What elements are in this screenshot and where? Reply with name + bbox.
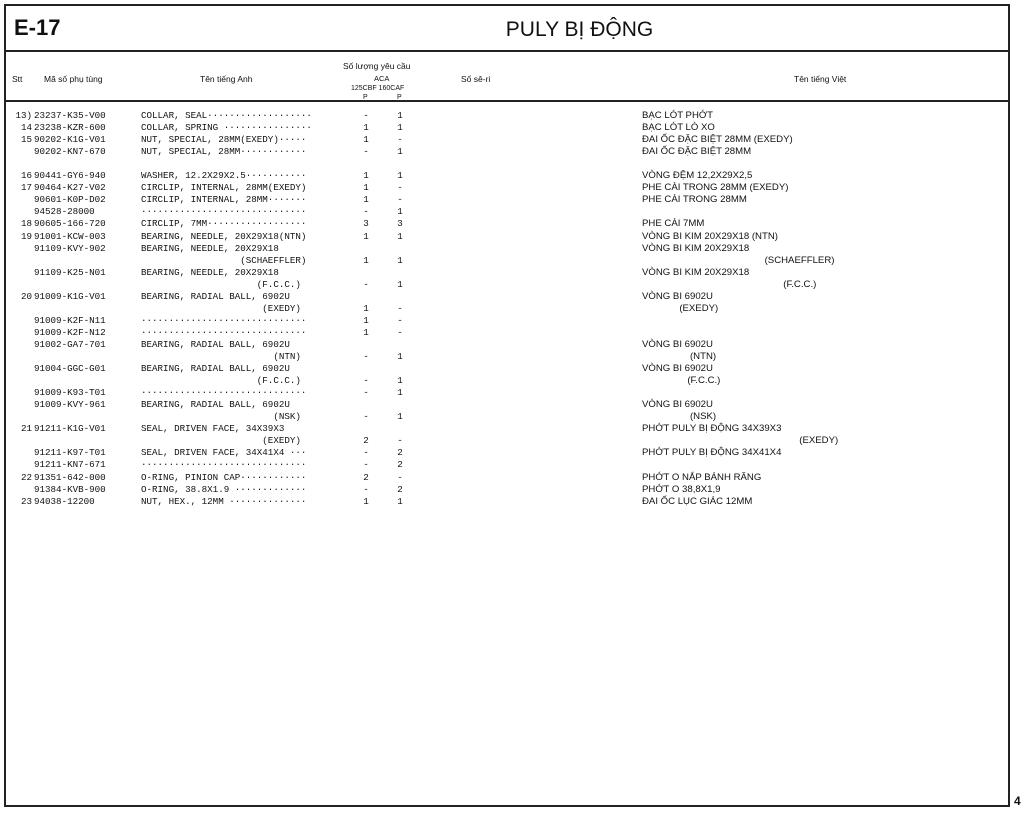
row-english-name: (NTN)	[141, 351, 301, 362]
row-qty-160caf: 1	[397, 170, 403, 182]
row-qty-160caf: 1	[397, 387, 403, 399]
row-qty-125cbf: 1	[363, 302, 369, 314]
table-row	[6, 327, 1008, 339]
col-stt: Stt	[12, 74, 23, 84]
row-qty-125cbf: -	[363, 206, 369, 218]
row-qty-160caf: 2	[397, 459, 403, 471]
row-english-name: SEAL, DRIVEN FACE, 34X39X3	[141, 423, 285, 435]
table-row	[6, 122, 1008, 134]
row-part-number: 91004-GGC-G01	[34, 363, 106, 375]
row-qty-160caf: 1	[397, 206, 403, 218]
table-row	[6, 435, 1008, 447]
row-english-name: ······························	[141, 206, 307, 218]
row-part-number: 91211-K1G-V01	[34, 423, 106, 435]
row-english-name: (SCHAEFFLER)	[141, 254, 307, 266]
row-qty-125cbf: -	[363, 411, 369, 423]
row-vietnamese-name: ĐAI ỐC ĐẶC BIỆT 28MM (EXEDY)	[642, 134, 793, 146]
row-english-name: WASHER, 12.2X29X2.5···········	[141, 170, 307, 182]
row-english-name: ······························	[141, 326, 307, 338]
table-row	[6, 399, 1008, 411]
row-qty-160caf: -	[397, 471, 403, 483]
row-vietnamese-name: PHỚT O 38,8X1,9	[642, 483, 721, 495]
row-vietnamese-name: (NTN)	[642, 351, 717, 362]
catalog-page-frame	[4, 4, 1010, 807]
row-english-name: ······························	[141, 387, 307, 399]
row-part-number: 94528-28000	[34, 206, 95, 218]
row-qty-125cbf: -	[363, 447, 369, 459]
row-english-name: CIRCLIP, INTERNAL, 28MM·······	[141, 194, 307, 206]
section-code: E-17	[14, 15, 61, 40]
table-row	[6, 279, 1008, 291]
row-qty-160caf: 1	[397, 122, 403, 134]
row-qty-160caf: 1	[397, 278, 403, 290]
row-vietnamese-name: PHE CÀI TRONG 28MM	[642, 194, 747, 206]
row-english-name: CIRCLIP, 7MM··················	[141, 218, 307, 230]
row-qty-160caf: 1	[397, 375, 403, 387]
row-english-name: BEARING, RADIAL BALL, 6902U	[141, 363, 290, 375]
row-part-number: 91384-KVB-900	[34, 483, 106, 495]
row-qty-125cbf: 1	[363, 170, 369, 182]
row-qty-125cbf: 1	[363, 314, 369, 326]
row-english-name: BEARING, RADIAL BALL, 6902U	[141, 399, 290, 411]
row-vietnamese-name: PHỚT O NẮP BÁNH RĂNG	[642, 471, 762, 483]
row-qty-125cbf: -	[363, 387, 369, 399]
row-stt: 13)	[15, 110, 32, 121]
table-row	[6, 146, 1008, 158]
row-qty-160caf: -	[397, 326, 403, 338]
table-row	[6, 158, 1008, 170]
row-english-name: BEARING, RADIAL BALL, 6902U	[141, 338, 290, 350]
page-title: PULY BỊ ĐỘNG	[505, 18, 654, 41]
row-stt: 14	[20, 122, 32, 134]
row-part-number: 91351-642-000	[34, 471, 106, 483]
table-row	[6, 134, 1008, 146]
row-vietnamese-name: ĐAI ỐC LỤC GIÁC 12MM	[642, 495, 753, 507]
row-part-number: 90202-KN7-670	[34, 146, 106, 158]
table-row	[6, 110, 1008, 122]
row-qty-125cbf: 1	[363, 326, 369, 338]
table-row	[6, 423, 1008, 435]
row-qty-160caf: 1	[397, 411, 403, 423]
table-row	[6, 303, 1008, 315]
row-english-name: (F.C.C.)	[141, 278, 301, 290]
row-stt: 19	[20, 230, 32, 242]
table-row	[6, 194, 1008, 206]
row-vietnamese-name: PHỚT PULY BỊ ĐỘNG 34X39X3	[642, 423, 782, 435]
table-row	[6, 255, 1008, 267]
table-row	[6, 243, 1008, 255]
row-english-name: COLLAR, SEAL···················	[141, 110, 312, 121]
row-part-number: 91211-K97-T01	[34, 447, 106, 459]
col-qty-p2: P	[397, 94, 402, 101]
row-part-number: 91009-K93-T01	[34, 387, 106, 399]
row-qty-125cbf: 2	[363, 471, 369, 483]
table-row	[6, 206, 1008, 218]
row-vietnamese-name: VÒNG BI KIM 20X29X18 (NTN)	[642, 230, 778, 242]
row-qty-160caf: 1	[397, 254, 403, 266]
row-stt: 21	[20, 423, 32, 435]
row-english-name: CIRCLIP, INTERNAL, 28MM(EXEDY)	[141, 182, 307, 194]
row-english-name: (NSK)	[141, 411, 301, 423]
row-vietnamese-name: (SCHAEFFLER)	[642, 254, 835, 266]
row-part-number: 91009-K2F-N11	[34, 314, 106, 326]
row-part-number: 91109-K25-N01	[34, 266, 106, 278]
row-qty-125cbf: 1	[363, 194, 369, 206]
row-part-number: 90601-K0P-D02	[34, 194, 106, 206]
row-part-number: 91211-KN7-671	[34, 459, 106, 471]
row-english-name: BEARING, NEEDLE, 20X29X18	[141, 266, 279, 278]
title-bar	[6, 6, 1008, 52]
row-vietnamese-name: PHỚT PULY BỊ ĐỘNG 34X41X4	[642, 447, 782, 459]
row-english-name: NUT, SPECIAL, 28MM············	[141, 146, 307, 158]
table-row	[6, 170, 1008, 182]
row-vietnamese-name: VÒNG BI 6902U	[642, 338, 713, 350]
table-row	[6, 411, 1008, 423]
table-row	[6, 459, 1008, 471]
row-vietnamese-name: VÒNG ĐỆM 12,2X29X2,5	[642, 170, 753, 182]
row-vietnamese-name: VÒNG BI KIM 20X29X18	[642, 242, 750, 254]
row-qty-125cbf: -	[363, 459, 369, 471]
row-english-name: ······························	[141, 314, 307, 326]
row-part-number: 91009-KVY-961	[34, 399, 106, 411]
row-vietnamese-name: VÒNG BI 6902U	[642, 363, 713, 375]
table-row	[6, 231, 1008, 243]
table-row	[6, 363, 1008, 375]
table-header	[6, 52, 1008, 102]
row-english-name: O-RING, 38.8X1.9 ·············	[141, 483, 307, 495]
row-stt: 15	[20, 134, 32, 146]
row-qty-160caf: 1	[397, 146, 403, 158]
row-qty-125cbf: 1	[363, 182, 369, 194]
row-vietnamese-name: VÒNG BI 6902U	[642, 399, 713, 411]
row-qty-125cbf: -	[363, 483, 369, 495]
row-vietnamese-name: (NSK)	[642, 411, 717, 423]
row-part-number: 23237-K35-V00	[34, 110, 106, 121]
row-qty-160caf: 1	[397, 351, 403, 362]
row-vietnamese-name: (EXEDY)	[642, 435, 839, 447]
row-english-name: O-RING, PINION CAP············	[141, 471, 307, 483]
table-row	[6, 182, 1008, 194]
row-english-name: BEARING, NEEDLE, 20X29X18	[141, 242, 279, 254]
row-qty-160caf: 1	[397, 230, 403, 242]
row-qty-125cbf: 1	[363, 122, 369, 134]
row-part-number: 91002-GA7-701	[34, 338, 106, 350]
row-part-number: 90441-GY6-940	[34, 170, 106, 182]
col-vietnamese: Tên tiếng Việt	[794, 74, 847, 84]
row-part-number: 91001-KCW-003	[34, 230, 106, 242]
row-stt: 18	[20, 218, 32, 230]
col-qty-p1: P	[363, 94, 368, 101]
row-part-number: 91109-KVY-902	[34, 242, 106, 254]
row-qty-125cbf: -	[363, 146, 369, 158]
row-vietnamese-name: ĐAI ỐC ĐẶC BIỆT 28MM	[642, 146, 752, 158]
row-part-number: 90464-K27-V02	[34, 182, 106, 194]
table-row	[6, 351, 1008, 363]
row-qty-125cbf: 3	[363, 218, 369, 230]
table-row	[6, 267, 1008, 279]
table-row	[6, 291, 1008, 303]
table-row	[6, 447, 1008, 459]
row-vietnamese-name: BẠC LÓT PHỚT	[642, 110, 713, 121]
table-row	[6, 218, 1008, 230]
row-qty-160caf: 2	[397, 447, 403, 459]
row-vietnamese-name: VÒNG BI 6902U	[642, 290, 713, 302]
row-qty-160caf: -	[397, 314, 403, 326]
row-english-name: (EXEDY)	[141, 435, 301, 447]
table-row	[6, 315, 1008, 327]
row-english-name: COLLAR, SPRING ················	[141, 122, 312, 134]
row-vietnamese-name: (F.C.C.)	[642, 375, 721, 387]
row-qty-125cbf: 1	[363, 134, 369, 146]
row-qty-125cbf: 1	[363, 230, 369, 242]
row-qty-160caf: -	[397, 194, 403, 206]
row-english-name: (F.C.C.)	[141, 375, 301, 387]
row-english-name: (EXEDY)	[141, 302, 301, 314]
row-qty-125cbf: -	[363, 351, 369, 362]
row-qty-160caf: -	[397, 182, 403, 194]
row-english-name: NUT, HEX., 12MM ··············	[141, 495, 307, 507]
row-stt: 20	[20, 290, 32, 302]
row-english-name: BEARING, NEEDLE, 20X29X18(NTN)	[141, 230, 307, 242]
table-row	[6, 339, 1008, 351]
table-row	[6, 375, 1008, 387]
row-part-number: 94038-12200	[34, 495, 95, 507]
col-serial: Số sê-ri	[461, 74, 491, 84]
row-stt: 22	[20, 471, 32, 483]
row-part-number: 90605-166-720	[34, 218, 106, 230]
col-qty-variants: 125CBF 160CAF	[351, 85, 405, 92]
col-part-no: Mã số phụ tùng	[44, 74, 103, 84]
page-number: 4	[1014, 794, 1021, 808]
row-qty-160caf: -	[397, 302, 403, 314]
row-qty-160caf: 3	[397, 218, 403, 230]
row-english-name: BEARING, RADIAL BALL, 6902U	[141, 290, 290, 302]
col-qty-title: Số lượng yêu cầu	[343, 61, 411, 71]
table-row	[6, 472, 1008, 484]
row-vietnamese-name: VÒNG BI KIM 20X29X18	[642, 266, 750, 278]
row-vietnamese-name: BẠC LÓT LÒ XO	[642, 122, 715, 134]
row-vietnamese-name: (F.C.C.)	[642, 278, 817, 290]
table-row	[6, 496, 1008, 508]
col-english: Tên tiếng Anh	[200, 74, 253, 84]
row-part-number: 90202-K1G-V01	[34, 134, 106, 146]
row-qty-160caf: 1	[397, 110, 403, 121]
row-qty-160caf: 1	[397, 495, 403, 507]
row-qty-125cbf: 1	[363, 495, 369, 507]
row-english-name: SEAL, DRIVEN FACE, 34X41X4 ···	[141, 447, 307, 459]
row-stt: 17	[20, 182, 32, 194]
row-english-name: ······························	[141, 459, 307, 471]
table-row	[6, 387, 1008, 399]
row-stt: 16	[20, 170, 32, 182]
row-vietnamese-name: (EXEDY)	[642, 302, 719, 314]
col-qty-model: ACA	[374, 74, 390, 83]
row-stt: 23	[20, 495, 32, 507]
row-part-number: 91009-K2F-N12	[34, 326, 106, 338]
row-qty-125cbf: -	[363, 375, 369, 387]
row-qty-160caf: -	[397, 435, 403, 447]
row-qty-160caf: -	[397, 134, 403, 146]
row-vietnamese-name: PHE CÀI TRONG 28MM (EXEDY)	[642, 182, 789, 194]
row-part-number: 91009-K1G-V01	[34, 290, 106, 302]
row-english-name: NUT, SPECIAL, 28MM(EXEDY)·····	[141, 134, 307, 146]
row-qty-125cbf: -	[363, 110, 369, 121]
row-qty-125cbf: 2	[363, 435, 369, 447]
row-qty-125cbf: 1	[363, 254, 369, 266]
row-vietnamese-name: PHE CÀI 7MM	[642, 218, 705, 230]
row-qty-160caf: 2	[397, 483, 403, 495]
table-row	[6, 484, 1008, 496]
row-part-number: 23238-KZR-600	[34, 122, 106, 134]
row-qty-125cbf: -	[363, 278, 369, 290]
